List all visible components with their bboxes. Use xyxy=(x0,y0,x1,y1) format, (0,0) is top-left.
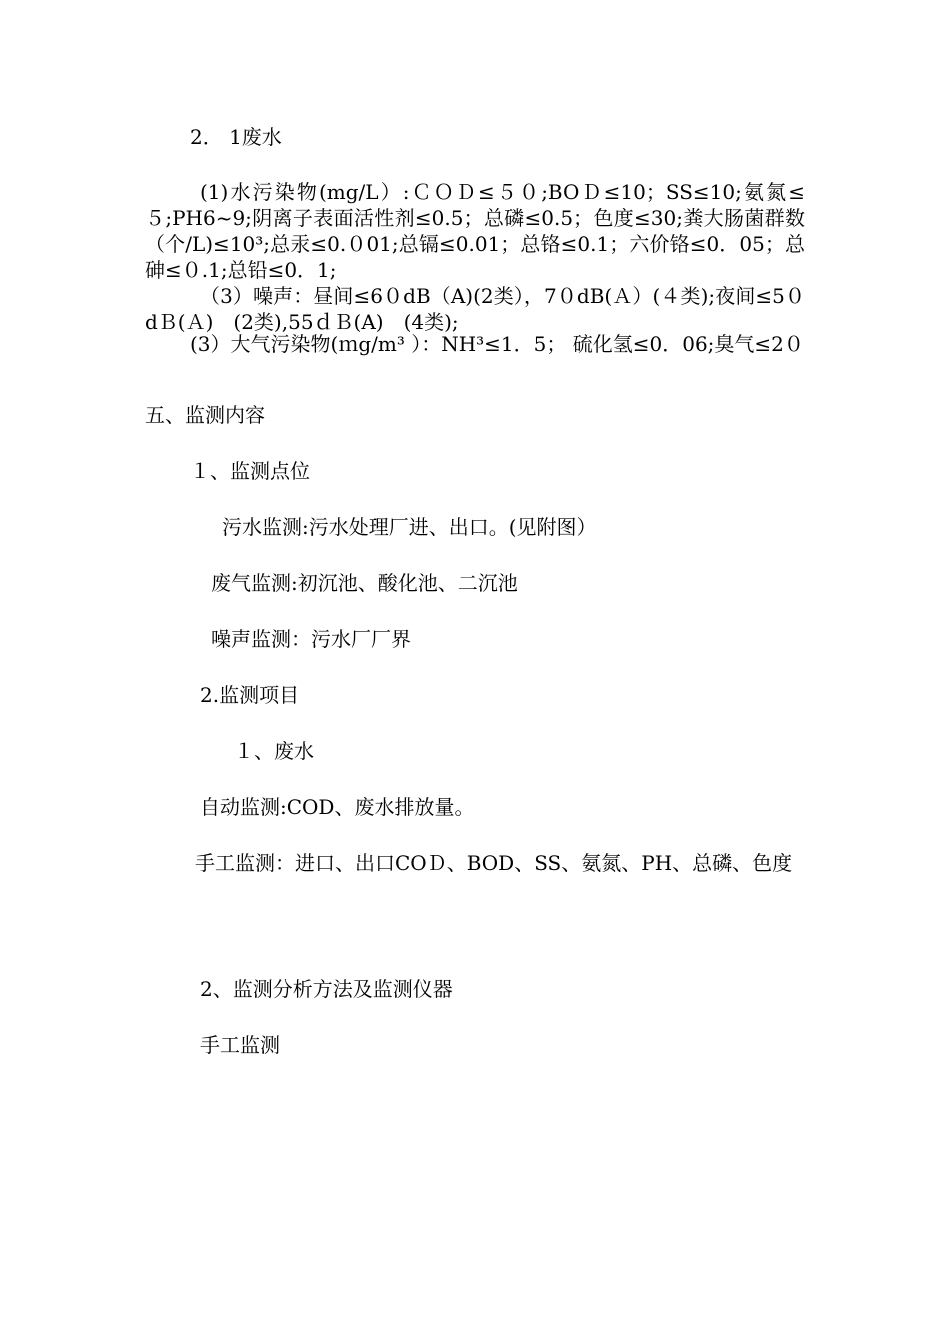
wastewater-monitoring-line: 污水监测:污水处理厂进、出口。(见附图） xyxy=(222,515,597,539)
monitoring-points-heading: １、监测点位 xyxy=(190,459,310,483)
air-pollutants-paragraph: (3）大气污染物(ｍg/m³ ）：NH³≤1．5； 硫化氢≤0．06;臭气≤2０ xyxy=(190,332,804,356)
section-heading-2-1: 2． 1废水 xyxy=(190,125,282,149)
noise-monitoring-line: 噪声监测：污水厂厂界 xyxy=(211,627,411,651)
noise-standards-paragraph: （3）噪声：昼间≤6０dB（A)(2类），7０dB(Ａ）(４类);夜间≤5０dＢ(Ａ) (2类),55ｄＢ(A) (4类); xyxy=(145,284,805,334)
wastewater-subheading: １、废水 xyxy=(234,739,314,763)
manual-monitoring-heading: 手工监测 xyxy=(200,1033,280,1057)
manual-monitoring-items-paragraph: 手工监测：进口、出口COＤ、BOD、SS、氨氮、PH、总磷、色度 xyxy=(195,851,793,875)
waste-gas-monitoring-line: 废气监测:初沉池、酸化池、二沉池 xyxy=(211,571,518,595)
water-pollutants-paragraph: (1)水污染物(mg/L）:ＣＯＤ≤５０;BOＤ≤10；SS≤10;氨氮≤５;PH6~9;阴离子表面活性剂≤0.5；总磷≤0.5；色度≤30;粪大肠菌群数（个/L)≤10³;总汞≤0.０01;总镉≤0.01；总铬≤0.1；六价铬≤0．05；总砷≤０.1;总铅≤0．1; xyxy=(145,180,805,282)
monitoring-items-heading: 2.监测项目 xyxy=(200,683,300,707)
auto-monitoring-line: 自动监测:COD、废水排放量。 xyxy=(200,795,475,819)
section-heading-5: 五、监测内容 xyxy=(145,403,265,427)
analysis-methods-heading: 2、监测分析方法及监测仪器 xyxy=(200,977,453,1001)
